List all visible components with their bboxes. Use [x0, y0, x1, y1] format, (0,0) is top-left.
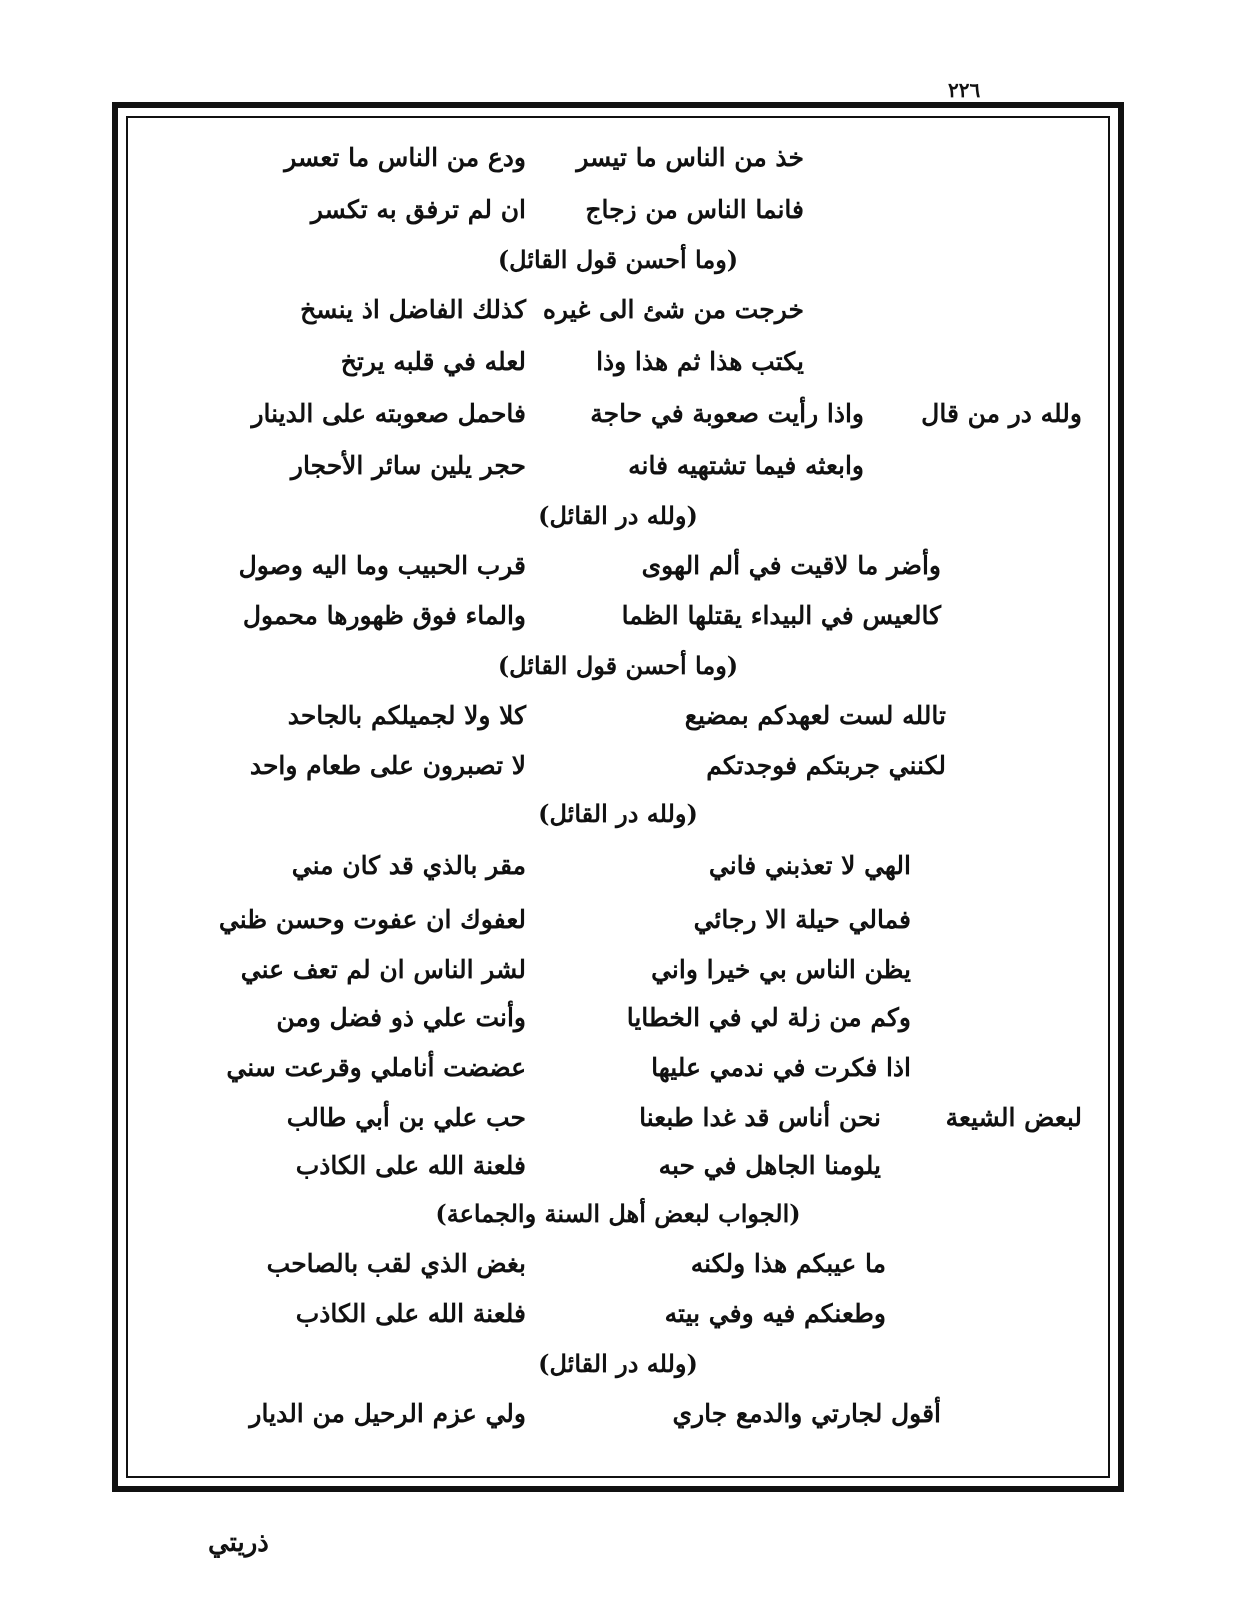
- verse-13-hemistich-2: لشر الناس ان لم تعف عني: [240, 955, 526, 984]
- section-heading: (وما أحسن قول القائل): [497, 245, 739, 274]
- page-number: ٢٢٦: [948, 78, 981, 102]
- section-heading: (ولله در القائل): [538, 799, 698, 828]
- verse-3-hemistich-2: كذلك الفاضل اذ ينسخ: [300, 295, 526, 324]
- verse-19-hemistich-2: فلعنة الله على الكاذب: [295, 1299, 526, 1328]
- verse-20-hemistich-2: ولي عزم الرحيل من الديار: [249, 1399, 526, 1428]
- verse-10-hemistich-1: لكنني جربتكم فوجدتكم: [706, 751, 946, 780]
- verse-5-hemistich-2: فاحمل صعوبته على الدينار: [251, 399, 526, 428]
- verse-6-hemistich-2: حجر يلين سائر الأحجار: [290, 451, 526, 480]
- verse-6-hemistich-1: وابعثه فيما تشتهيه فانه: [628, 451, 864, 480]
- verse-attribution: لبعض الشيعة: [945, 1103, 1082, 1132]
- verse-4-hemistich-1: يكتب هذا ثم هذا وذا: [596, 347, 804, 376]
- verse-17-hemistich-2: فلعنة الله على الكاذب: [295, 1151, 526, 1180]
- verse-14-hemistich-1: وكم من زلة لي في الخطايا: [626, 1003, 911, 1032]
- verse-19-hemistich-1: وطعنكم فيه وفي بيته: [664, 1299, 886, 1328]
- verse-7-hemistich-2: قرب الحبيب وما اليه وصول: [238, 551, 526, 580]
- verse-17-hemistich-1: يلومنا الجاهل في حبه: [658, 1151, 881, 1180]
- section-heading: (ولله در القائل): [538, 1349, 698, 1378]
- verse-12-hemistich-1: فمالي حيلة الا رجائي: [693, 905, 911, 934]
- verse-18-hemistich-1: ما عيبكم هذا ولكنه: [690, 1249, 886, 1278]
- verse-1-hemistich-2: ودع من الناس ما تعسر: [284, 143, 526, 172]
- verse-15-hemistich-2: عضضت أناملي وقرعت سني: [226, 1053, 526, 1082]
- verse-10-hemistich-2: لا تصبرون على طعام واحد: [249, 751, 526, 780]
- verse-3-hemistich-1: خرجت من شئ الى غيره: [542, 295, 804, 324]
- verse-8-hemistich-1: كالعيس في البيداء يقتلها الظما: [621, 601, 941, 630]
- section-heading: (ولله در القائل): [538, 501, 698, 530]
- verse-18-hemistich-2: بغض الذي لقب بالصاحب: [266, 1249, 526, 1278]
- verse-16-hemistich-1: نحن أناس قد غدا طبعنا: [639, 1103, 881, 1132]
- verse-12-hemistich-2: لعفوك ان عفوت وحسن ظني: [218, 905, 526, 934]
- verse-1-hemistich-1: خذ من الناس ما تيسر: [576, 143, 804, 172]
- verse-16-hemistich-2: حب علي بن أبي طالب: [286, 1103, 526, 1132]
- verse-11-hemistich-1: الهي لا تعذبني فاني: [708, 851, 911, 880]
- verse-2-hemistich-1: فانما الناس من زجاج: [585, 195, 804, 224]
- section-heading: (وما أحسن قول القائل): [497, 651, 739, 680]
- catchword: ذريتي: [208, 1528, 269, 1558]
- page-body: [140, 130, 1096, 1450]
- verse-11-hemistich-2: مقر بالذي قد كان مني: [291, 851, 526, 880]
- verse-attribution: ولله در من قال: [921, 399, 1082, 428]
- verse-14-hemistich-2: وأنت علي ذو فضل ومن: [276, 1003, 526, 1032]
- verse-9-hemistich-1: تالله لست لعهدكم بمضيع: [684, 701, 946, 730]
- verse-2-hemistich-2: ان لم ترفق به تكسر: [310, 195, 526, 224]
- verse-20-hemistich-1: أقول لجارتي والدمع جاري: [672, 1399, 941, 1428]
- section-heading: (الجواب لبعض أهل السنة والجماعة): [435, 1199, 801, 1228]
- verse-15-hemistich-1: اذا فكرت في ندمي عليها: [651, 1053, 911, 1082]
- verse-7-hemistich-1: وأضر ما لاقيت في ألم الهوى: [641, 551, 941, 580]
- verse-9-hemistich-2: كلا ولا لجميلكم بالجاحد: [287, 701, 526, 730]
- verse-13-hemistich-1: يظن الناس بي خيرا واني: [651, 955, 911, 984]
- verse-8-hemistich-2: والماء فوق ظهورها محمول: [242, 601, 526, 630]
- verse-4-hemistich-2: لعله في قلبه يرتخ: [340, 347, 526, 376]
- verse-5-hemistich-1: واذا رأيت صعوبة في حاجة: [590, 399, 864, 428]
